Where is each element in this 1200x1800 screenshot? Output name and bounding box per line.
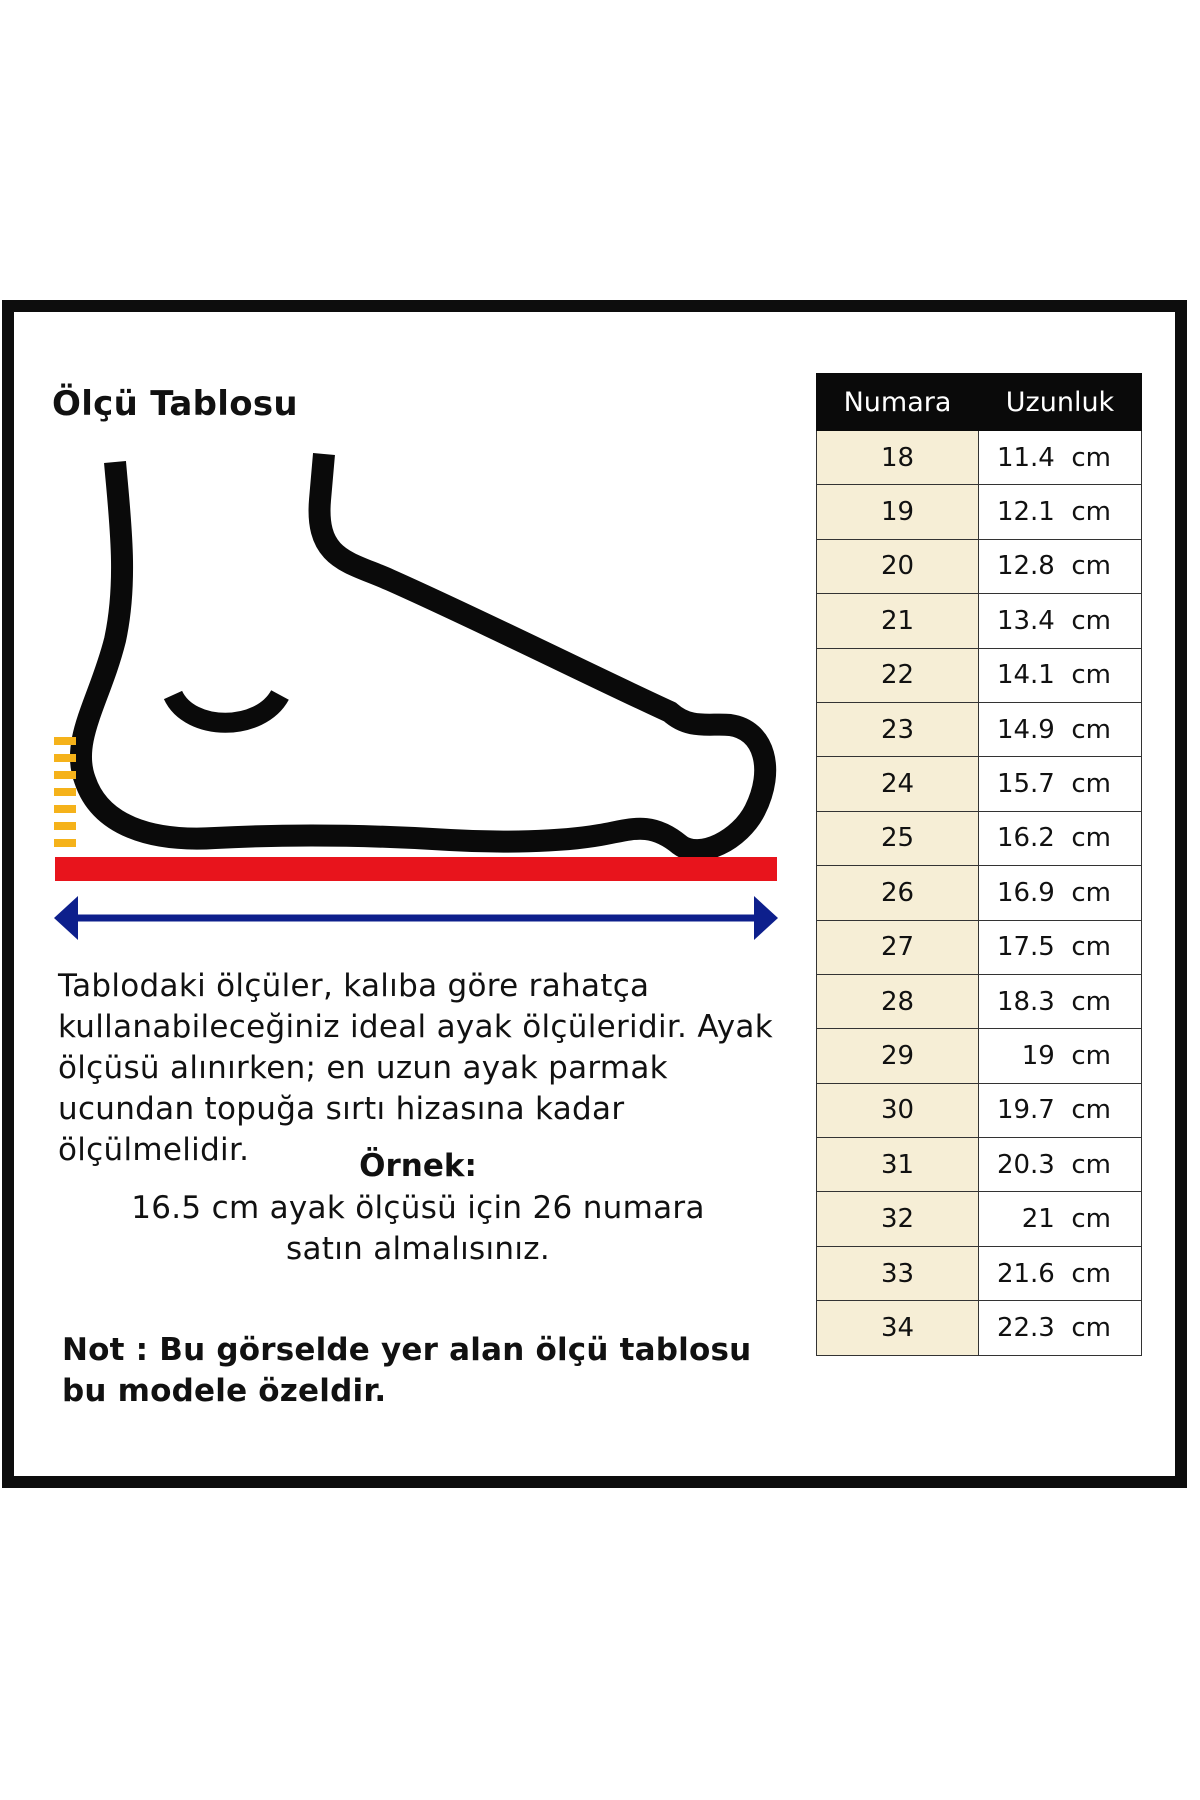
size-cell: 24 (817, 757, 979, 811)
table-row (817, 539, 1142, 593)
table-row (817, 1192, 1142, 1246)
length-cell: 14.1 cm (979, 648, 1142, 702)
length-cell: 18.3 cm (979, 974, 1142, 1028)
length-cell: 22.3 cm (979, 1301, 1142, 1355)
length-cell: 19.7 cm (979, 1083, 1142, 1137)
table-row (817, 757, 1142, 811)
ankle-bone-icon (173, 695, 280, 723)
model-note: Not : Bu görselde yer alan ölçü tablosu bu modele özeldir. (62, 1332, 752, 1409)
table-row (817, 974, 1142, 1028)
length-cell: 15.7 cm (979, 757, 1142, 811)
foot-illustration (40, 440, 790, 960)
size-cell: 25 (817, 811, 979, 865)
table-header-row (817, 374, 1142, 431)
size-cell: 21 (817, 594, 979, 648)
measure-arrow-icon (54, 896, 778, 940)
length-cell: 19 cm (979, 1029, 1142, 1083)
table-row (817, 1246, 1142, 1300)
table-row (817, 594, 1142, 648)
page-title: Ölçü Tablosu (52, 384, 298, 424)
table-row (817, 702, 1142, 756)
table-row (817, 1083, 1142, 1137)
size-cell: 34 (817, 1301, 979, 1355)
length-cell: 13.4 cm (979, 594, 1142, 648)
size-cell: 19 (817, 485, 979, 539)
size-table (816, 373, 1142, 1356)
size-cell: 22 (817, 648, 979, 702)
size-cell: 18 (817, 431, 979, 485)
length-cell: 14.9 cm (979, 702, 1142, 756)
size-cell: 26 (817, 866, 979, 920)
example-text (108, 1188, 728, 1270)
size-cell: 23 (817, 702, 979, 756)
example-line-2: satın almalısınız. (286, 1231, 550, 1267)
example-line-1: 16.5 cm ayak ölçüsü için 26 numara (131, 1190, 705, 1226)
length-cell: 17.5 cm (979, 920, 1142, 974)
size-cell: 27 (817, 920, 979, 974)
example-heading: Örnek: (359, 1148, 477, 1184)
measurement-instructions: Tablodaki ölçüler, kalıba göre rahatça kullanabileceğiniz ideal ayak ölçüleridir. Ayak ölçüsü alınırken; en uzun ayak parmak ucundan topuğa sırtı hizasına kadar ölçülmelidir. (58, 968, 773, 1168)
length-cell: 11.4 cm (979, 431, 1142, 485)
ruler-bar (55, 857, 777, 881)
table-row (817, 1138, 1142, 1192)
foot-outline-icon (81, 454, 765, 850)
length-cell: 21.6 cm (979, 1246, 1142, 1300)
table-row (817, 485, 1142, 539)
table-row (817, 431, 1142, 485)
size-cell: 29 (817, 1029, 979, 1083)
size-cell: 33 (817, 1246, 979, 1300)
size-cell: 30 (817, 1083, 979, 1137)
length-cell: 21 cm (979, 1192, 1142, 1246)
size-cell: 28 (817, 974, 979, 1028)
size-cell: 32 (817, 1192, 979, 1246)
table-row (817, 866, 1142, 920)
length-cell: 12.1 cm (979, 485, 1142, 539)
size-cell: 31 (817, 1138, 979, 1192)
length-cell: 16.2 cm (979, 811, 1142, 865)
table-row (817, 1029, 1142, 1083)
table-row (817, 1301, 1142, 1355)
header-length: Uzunluk (979, 374, 1142, 431)
table-row (817, 811, 1142, 865)
table-row (817, 648, 1142, 702)
length-cell: 16.9 cm (979, 866, 1142, 920)
table-row (817, 920, 1142, 974)
length-cell: 20.3 cm (979, 1138, 1142, 1192)
length-cell: 12.8 cm (979, 539, 1142, 593)
header-size: Numara (817, 374, 979, 431)
size-cell: 20 (817, 539, 979, 593)
